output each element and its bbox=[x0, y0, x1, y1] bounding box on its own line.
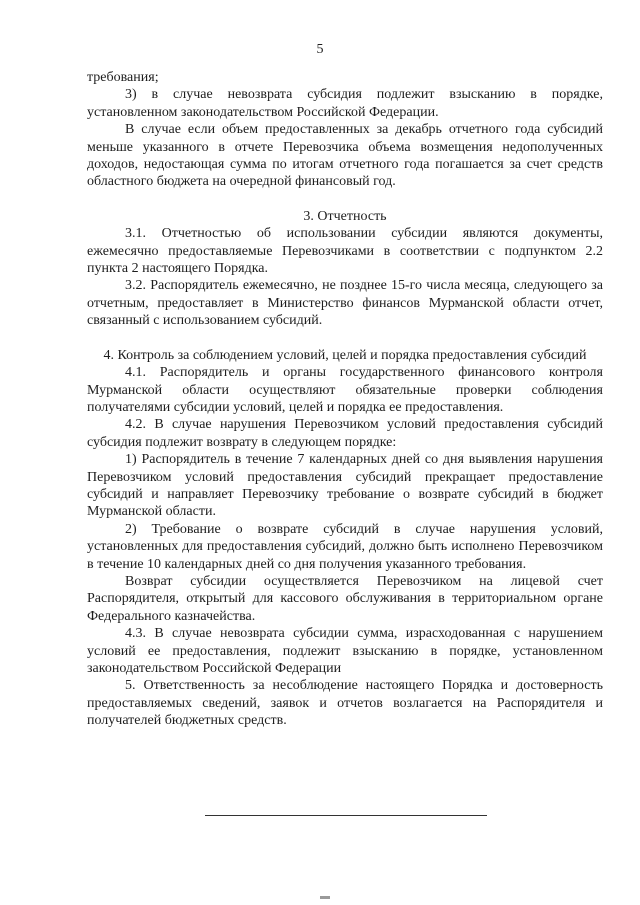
scan-artifact bbox=[320, 896, 330, 899]
paragraph-4-1: 4.1. Распорядитель и органы государственного финансового контроля Мурманской области осуществляют обязательные проверки соблюдения получателями субсидии условий, целей и порядка ее предоставления. bbox=[87, 365, 603, 415]
paragraph-december-shortfall: В случае если объем предоставленных за декабрь отчетного года субсидий меньше указанного в отчете Перевозчика объема возмещения недополученных доходов, недостающая сумма по итогам отчетного года погашается за счет средств областного бюджета на очередной финансовый год. bbox=[87, 122, 603, 190]
paragraph-4-3: 4.3. В случае невозврата субсидии сумма, израсходованная с нарушением условий ее предоставления, подлежит взысканию в порядке, установленном законодательством Российской Федерации bbox=[87, 626, 603, 676]
paragraph-5: 5. Ответственность за несоблюдение настоящего Порядка и достоверность предоставляемых сведений, заявок и отчетов возлагается на Распорядителя и получателей бюджетных средств. bbox=[87, 678, 603, 729]
spacer bbox=[87, 330, 603, 347]
paragraph-requirements-end: требования; bbox=[87, 70, 159, 85]
paragraph-3-1: 3.1. Отчетностью об использовании субсидии являются документы, ежемесячно предоставляемые Перевозчиками в соответствии с подпунктом 2.2 пункта 2 настоящего Порядка. bbox=[87, 226, 603, 277]
end-divider bbox=[205, 815, 487, 816]
paragraph-4-2-item-1: 1) Распорядитель в течение 7 календарных дней со дня выявления нарушения Перевозчиком условий предоставления субсидий прекращает предоставление субсидий и направляет Перевозчику требование о возврате субсидий в бюджет Мурманской области. bbox=[87, 452, 603, 520]
paragraph-4-2: 4.2. В случае нарушения Перевозчиком условий предоставления субсидий субсидия подлежит возврату в следующем порядке: bbox=[87, 417, 603, 450]
paragraph-4-2-item-2: 2) Требование о возврате субсидий в случае нарушения условий, установленных для предоставления субсидий, должно быть исполнено Перевозчиком в течение 10 календарных дней со дня получения указанного требования. bbox=[87, 521, 603, 572]
section-4-heading: 4. Контроль за соблюдением условий, целей и порядка предоставления субсидий bbox=[103, 347, 587, 363]
document-body bbox=[87, 69, 603, 730]
paragraph-item-3: 3) в случае невозврата субсидия подлежит взысканию в порядке, установленном законодательством Российской Федерации. bbox=[87, 87, 603, 120]
page-number: 5 bbox=[316, 42, 324, 57]
section-3-heading: 3. Отчетность bbox=[303, 208, 387, 224]
paragraph-3-2: 3.2. Распорядитель ежемесячно, не позднее 15-го числа месяца, следующего за отчетным, предоставляет в Министерство финансов Мурманской области отчет, связанный с использованием субсидий. bbox=[87, 278, 603, 329]
spacer bbox=[87, 191, 603, 208]
paragraph-refund-account: Возврат субсидии осуществляется Перевозчиком на лицевой счет Распорядителя, открытый для кассового обслуживания в территориальном органе Федерального казначейства. bbox=[87, 573, 603, 624]
